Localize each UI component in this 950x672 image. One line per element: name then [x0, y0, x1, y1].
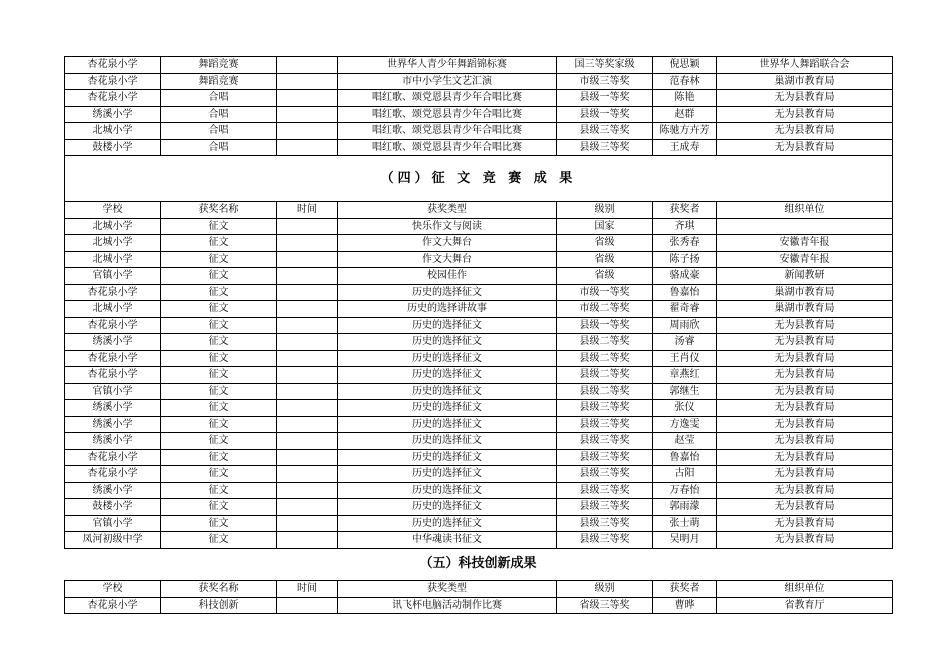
header-award-name: 获奖名称 [161, 202, 277, 219]
cell-award-name: 合唱 [161, 139, 277, 156]
cell-school: 绣溪小学 [65, 433, 161, 450]
cell-winner: 章燕红 [653, 367, 717, 384]
cell-level: 省级三等奖 [557, 597, 653, 614]
cell-award-type: 历史的选择征文 [338, 449, 557, 466]
cell-organizer: 无为县教育局 [717, 499, 893, 516]
cell-award-type: 历史的选择征文 [338, 317, 557, 334]
header-award-name: 获奖名称 [161, 581, 277, 598]
table-row [65, 597, 893, 614]
cell-winner: 方逸雯 [653, 416, 717, 433]
cell-school: 杏花泉小学 [65, 317, 161, 334]
cell-time [277, 515, 338, 532]
cell-organizer: 无为县教育局 [717, 317, 893, 334]
table-row [65, 301, 893, 318]
cell-award-type: 历史的选择征文 [338, 433, 557, 450]
cell-award-name: 征文 [161, 466, 277, 483]
cell-award-name: 征文 [161, 515, 277, 532]
cell-organizer: 无为县教育局 [717, 334, 893, 351]
cell-award-name: 征文 [161, 251, 277, 268]
cell-winner: 周雨欣 [653, 317, 717, 334]
header-level: 级别 [557, 202, 653, 219]
cell-award-name: 征文 [161, 482, 277, 499]
cell-school: 鼓楼小学 [65, 499, 161, 516]
header-time: 时间 [277, 202, 338, 219]
cell-winner: 赵群 [653, 106, 717, 123]
cell-award-name: 合唱 [161, 90, 277, 107]
header-organizer: 组织单位 [717, 581, 893, 598]
cell-level: 县级三等奖 [557, 139, 653, 156]
cell-organizer: 无为县教育局 [717, 433, 893, 450]
cell-time [277, 449, 338, 466]
cell-winner: 翟奇睿 [653, 301, 717, 318]
cell-time [277, 251, 338, 268]
table-row [65, 334, 893, 351]
cell-winner: 倪思颖 [653, 57, 717, 74]
cell-level: 市级三等奖 [557, 73, 653, 90]
cell-organizer: 无为县教育局 [717, 515, 893, 532]
cell-winner: 张秀春 [653, 235, 717, 252]
cell-level: 县级二等奖 [557, 334, 653, 351]
cell-level: 县级一等奖 [557, 90, 653, 107]
cell-award-type: 历史的选择征文 [338, 482, 557, 499]
cell-award-name: 舞蹈竞赛 [161, 57, 277, 74]
cell-winner: 骆成豪 [653, 268, 717, 285]
cell-organizer: 无为县教育局 [717, 482, 893, 499]
cell-time [277, 73, 338, 90]
cell-award-name: 征文 [161, 268, 277, 285]
table-header-row [65, 202, 893, 219]
table-row [65, 57, 893, 74]
essay-awards-rows [65, 218, 893, 548]
cell-level: 县级三等奖 [557, 416, 653, 433]
cell-award-name: 科技创新 [161, 597, 277, 614]
cell-award-type: 作文大舞台 [338, 235, 557, 252]
table-row [65, 106, 893, 123]
cell-award-name: 舞蹈竞赛 [161, 73, 277, 90]
cell-time [277, 416, 338, 433]
cell-winner: 汤睿 [653, 334, 717, 351]
table-row [65, 90, 893, 107]
cell-school: 杏花泉小学 [65, 466, 161, 483]
cell-organizer [717, 218, 893, 235]
cell-school: 杏花泉小学 [65, 367, 161, 384]
table-row [65, 466, 893, 483]
cell-organizer: 无为县教育局 [717, 532, 893, 549]
cell-time [277, 400, 338, 417]
cell-school: 杏花泉小学 [65, 73, 161, 90]
cell-school: 杏花泉小学 [65, 90, 161, 107]
cell-winner: 古阳 [653, 466, 717, 483]
table-row [65, 532, 893, 549]
header-organizer: 组织单位 [717, 202, 893, 219]
cell-award-name: 征文 [161, 400, 277, 417]
awards-table-main [64, 56, 893, 549]
section-4-title: （四）征 文 竞 赛 成 果 [65, 156, 893, 202]
cell-award-type: 历史的选择征文 [338, 284, 557, 301]
cell-winner: 曹晔 [653, 597, 717, 614]
cell-award-name: 征文 [161, 367, 277, 384]
cell-time [277, 268, 338, 285]
cell-organizer: 无为县教育局 [717, 449, 893, 466]
cell-organizer: 无为县教育局 [717, 416, 893, 433]
cell-level: 县级一等奖 [557, 317, 653, 334]
header-time: 时间 [277, 581, 338, 598]
cell-organizer: 无为县教育局 [717, 400, 893, 417]
cell-award-type: 作文大舞台 [338, 251, 557, 268]
cell-level: 国家 [557, 218, 653, 235]
cell-school: 杏花泉小学 [65, 449, 161, 466]
cell-award-name: 征文 [161, 499, 277, 516]
cell-award-type: 历史的选择征文 [338, 466, 557, 483]
cell-school: 北城小学 [65, 218, 161, 235]
table-row [65, 433, 893, 450]
cell-organizer: 安徽青年报 [717, 251, 893, 268]
cell-award-type: 快乐作文与阅读 [338, 218, 557, 235]
header-winner: 获奖者 [653, 581, 717, 598]
cell-time [277, 218, 338, 235]
table-row [65, 416, 893, 433]
header-level: 级别 [557, 581, 653, 598]
cell-time [277, 57, 338, 74]
cell-organizer: 无为县教育局 [717, 383, 893, 400]
cell-winner: 陈艳 [653, 90, 717, 107]
cell-award-type: 历史的选择征文 [338, 383, 557, 400]
cell-time [277, 90, 338, 107]
cell-award-type: 唱红歌、颂党恩县青少年合唱比赛 [338, 90, 557, 107]
cell-school: 北城小学 [65, 301, 161, 318]
table-row [65, 499, 893, 516]
cell-organizer: 巢湖市教育局 [717, 73, 893, 90]
cell-award-type: 历史的选择征文 [338, 499, 557, 516]
cell-level: 县级三等奖 [557, 532, 653, 549]
cell-level: 县级三等奖 [557, 466, 653, 483]
cell-winner: 郭继生 [653, 383, 717, 400]
cell-organizer: 无为县教育局 [717, 106, 893, 123]
header-winner: 获奖者 [653, 202, 717, 219]
tech-table-header [65, 581, 893, 598]
cell-award-name: 征文 [161, 235, 277, 252]
cell-award-type: 讯飞杯电脑活动制作比赛 [338, 597, 557, 614]
cell-level: 省级 [557, 268, 653, 285]
cell-award-type: 历史的选择征文 [338, 400, 557, 417]
cell-time [277, 123, 338, 140]
cell-school: 绣溪小学 [65, 482, 161, 499]
cell-time [277, 350, 338, 367]
cell-winner: 鲁嘉怡 [653, 449, 717, 466]
cell-level: 省级 [557, 251, 653, 268]
table-row [65, 268, 893, 285]
cell-time [277, 532, 338, 549]
cell-winner: 陈驰方卉芳 [653, 123, 717, 140]
cell-school: 官镇小学 [65, 383, 161, 400]
cell-level: 县级三等奖 [557, 515, 653, 532]
table-row [65, 449, 893, 466]
cell-award-name: 征文 [161, 218, 277, 235]
table-row [65, 73, 893, 90]
cell-winner: 范春林 [653, 73, 717, 90]
cell-school: 官镇小学 [65, 515, 161, 532]
cell-award-type: 市中小学生文艺汇演 [338, 73, 557, 90]
cell-school: 北城小学 [65, 251, 161, 268]
cell-award-type: 唱红歌、颂党恩县青少年合唱比赛 [338, 106, 557, 123]
cell-winner: 王成寿 [653, 139, 717, 156]
table-row [65, 515, 893, 532]
table-row [65, 251, 893, 268]
table-row [65, 123, 893, 140]
cell-winner: 吴明月 [653, 532, 717, 549]
table-row [65, 284, 893, 301]
cell-time [277, 301, 338, 318]
cell-award-name: 合唱 [161, 106, 277, 123]
cell-organizer: 安徽青年报 [717, 235, 893, 252]
cell-level: 市级二等奖 [557, 301, 653, 318]
cell-level: 县级三等奖 [557, 123, 653, 140]
cell-level: 县级三等奖 [557, 449, 653, 466]
cell-school: 杏花泉小学 [65, 284, 161, 301]
cell-time [277, 139, 338, 156]
table-row [65, 482, 893, 499]
cell-winner: 齐琪 [653, 218, 717, 235]
table-row [65, 218, 893, 235]
cell-time [277, 367, 338, 384]
cell-winner: 万春怡 [653, 482, 717, 499]
cell-award-name: 征文 [161, 284, 277, 301]
cell-school: 鼓楼小学 [65, 139, 161, 156]
cell-award-name: 征文 [161, 383, 277, 400]
cell-award-name: 征文 [161, 301, 277, 318]
cell-award-type: 历史的选择征文 [338, 367, 557, 384]
cell-award-name: 征文 [161, 334, 277, 351]
table-row [65, 367, 893, 384]
cell-school: 绣溪小学 [65, 400, 161, 417]
section-5-title: （五）科技创新成果 [419, 556, 537, 571]
cell-organizer: 无为县教育局 [717, 350, 893, 367]
cell-winner: 鲁嘉怡 [653, 284, 717, 301]
header-award-type: 获奖类型 [338, 581, 557, 598]
cell-school: 绣溪小学 [65, 334, 161, 351]
cell-award-name: 征文 [161, 433, 277, 450]
table-row [65, 383, 893, 400]
cell-time [277, 317, 338, 334]
cell-school: 北城小学 [65, 123, 161, 140]
cell-time [277, 106, 338, 123]
cell-award-type: 历史的选择讲故事 [338, 301, 557, 318]
cell-school: 杏花泉小学 [65, 597, 161, 614]
cell-school: 绣溪小学 [65, 416, 161, 433]
cell-award-type: 中华魂读书征文 [338, 532, 557, 549]
cell-time [277, 235, 338, 252]
cell-school: 绣溪小学 [65, 106, 161, 123]
table-row [65, 400, 893, 417]
cell-organizer: 巢湖市教育局 [717, 284, 893, 301]
cell-winner: 赵莹 [653, 433, 717, 450]
cell-award-type: 历史的选择征文 [338, 350, 557, 367]
cell-organizer: 省教育厅 [717, 597, 893, 614]
cell-level: 县级一等奖 [557, 106, 653, 123]
cell-award-name: 征文 [161, 350, 277, 367]
cell-level: 县级二等奖 [557, 350, 653, 367]
cell-school: 杏花泉小学 [65, 350, 161, 367]
cell-winner: 张仪 [653, 400, 717, 417]
tech-awards-rows [65, 597, 893, 614]
cell-winner: 王肖仪 [653, 350, 717, 367]
cell-organizer: 无为县教育局 [717, 367, 893, 384]
cell-winner: 郭雨濛 [653, 499, 717, 516]
cell-organizer: 世界华人舞蹈联合会 [717, 57, 893, 74]
cell-time [277, 334, 338, 351]
table-row [65, 139, 893, 156]
cell-school: 杏花泉小学 [65, 57, 161, 74]
table-row [65, 317, 893, 334]
cell-school: 北城小学 [65, 235, 161, 252]
cell-time [277, 499, 338, 516]
cell-time [277, 383, 338, 400]
cell-level: 国三等奖家级 [557, 57, 653, 74]
section-4-title-row [65, 156, 893, 202]
cell-time [277, 284, 338, 301]
cell-school: 官镇小学 [65, 268, 161, 285]
cell-award-type: 校园佳作 [338, 268, 557, 285]
cell-award-type: 历史的选择征文 [338, 515, 557, 532]
cell-award-type: 世界华人青少年舞蹈锦标赛 [338, 57, 557, 74]
cell-organizer: 巢湖市教育局 [717, 301, 893, 318]
cell-level: 县级三等奖 [557, 482, 653, 499]
header-award-type: 获奖类型 [338, 202, 557, 219]
cell-organizer: 无为县教育局 [717, 123, 893, 140]
cell-award-type: 历史的选择征文 [338, 334, 557, 351]
cell-level: 县级三等奖 [557, 400, 653, 417]
table-header-row [65, 581, 893, 598]
cell-level: 省级 [557, 235, 653, 252]
cell-time [277, 482, 338, 499]
cell-school: 凤河初级中学 [65, 532, 161, 549]
table-row [65, 350, 893, 367]
tech-innovation-table [64, 580, 893, 614]
cell-award-type: 唱红歌、颂党恩县青少年合唱比赛 [338, 139, 557, 156]
cell-time [277, 466, 338, 483]
cell-award-name: 征文 [161, 416, 277, 433]
essay-table-header [65, 202, 893, 219]
cell-time [277, 597, 338, 614]
header-school: 学校 [65, 581, 161, 598]
cell-award-name: 合唱 [161, 123, 277, 140]
performance-awards-rows [65, 57, 893, 156]
cell-time [277, 433, 338, 450]
cell-level: 市级一等奖 [557, 284, 653, 301]
table-row [65, 235, 893, 252]
cell-organizer: 新闻教研 [717, 268, 893, 285]
cell-level: 县级二等奖 [557, 383, 653, 400]
cell-winner: 张士萌 [653, 515, 717, 532]
cell-award-name: 征文 [161, 449, 277, 466]
cell-organizer: 无为县教育局 [717, 90, 893, 107]
cell-level: 县级二等奖 [557, 367, 653, 384]
cell-level: 县级三等奖 [557, 499, 653, 516]
cell-award-name: 征文 [161, 532, 277, 549]
cell-winner: 陈子扬 [653, 251, 717, 268]
cell-award-type: 唱红歌、颂党恩县青少年合唱比赛 [338, 123, 557, 140]
cell-organizer: 无为县教育局 [717, 466, 893, 483]
cell-organizer: 无为县教育局 [717, 139, 893, 156]
cell-award-name: 征文 [161, 317, 277, 334]
cell-award-type: 历史的选择征文 [338, 416, 557, 433]
cell-level: 县级三等奖 [557, 433, 653, 450]
header-school: 学校 [65, 202, 161, 219]
